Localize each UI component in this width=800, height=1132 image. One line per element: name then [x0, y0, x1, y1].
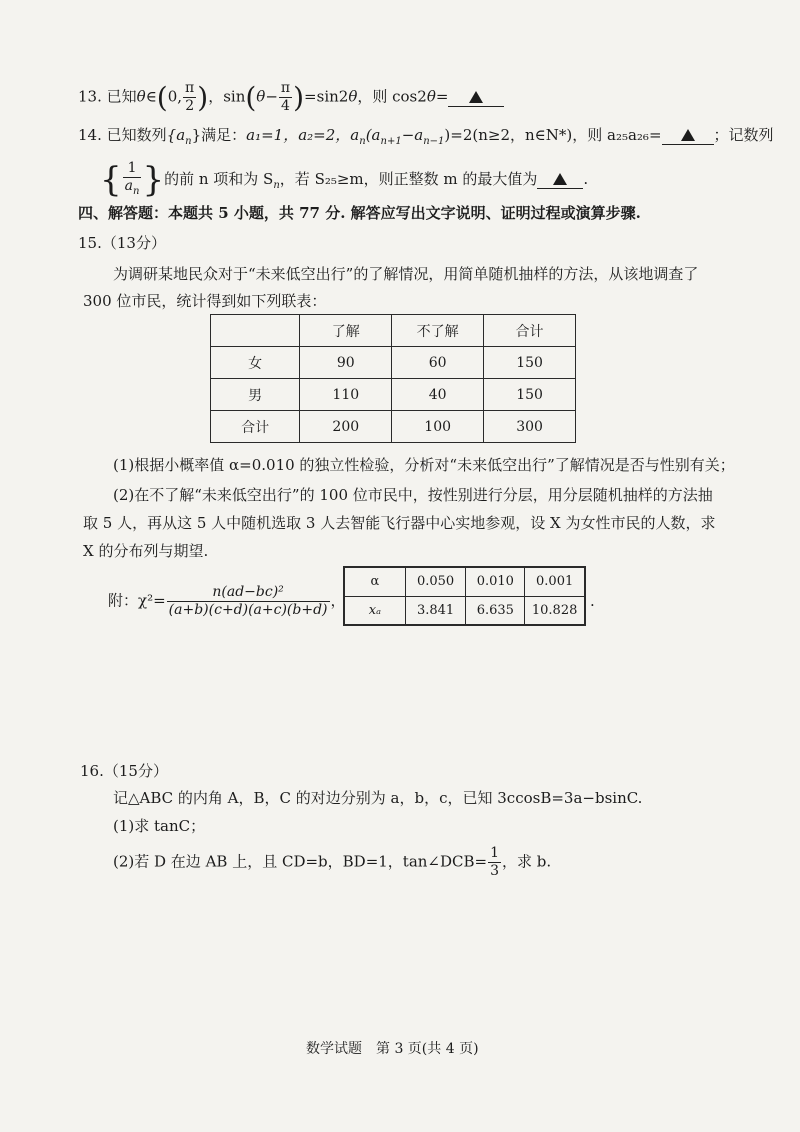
punctuation: ，: [330, 591, 346, 610]
table-cell: 3.841: [405, 596, 466, 625]
question-13: 13. 已知θ∈(0, $\frac{\pi}{2}$ )，sin(θ− $\frac{\pi}{4}$ )=sin2θ，则 cos2θ=: [78, 80, 504, 115]
table-row: [211, 347, 576, 379]
fraction-numerator: 1: [490, 845, 500, 861]
question-text: (2)若 D 在边 AB 上，且 CD=b，BD=1，tan∠DCB=: [113, 852, 488, 871]
math-text: (a: [365, 126, 381, 144]
triangle-icon: [469, 91, 483, 103]
question-number: 13.: [78, 87, 102, 106]
table-row: [344, 596, 585, 625]
fraction-numerator: 1: [123, 160, 142, 178]
math-symbol: θ: [136, 87, 146, 106]
table-cell: xₐ: [344, 596, 405, 625]
math-subscript: n−1: [423, 136, 445, 147]
math-subscript: n+1: [380, 136, 402, 147]
contingency-table: [210, 314, 576, 443]
math-text: a: [124, 178, 133, 195]
table-cell: 男: [211, 379, 300, 411]
fraction-numerator: n(ad−bc)²: [167, 584, 330, 602]
table-cell: 10.828: [525, 596, 585, 625]
math-text: =sin2: [304, 87, 349, 106]
question-16-sub-2: [113, 845, 551, 880]
math-text: a: [414, 126, 424, 144]
math-text: =: [435, 87, 449, 106]
question-text: 的前 n 项和为 S: [164, 170, 274, 188]
question-15-heading: 15.（13分）: [78, 234, 166, 252]
question-text: ，若 S₂₅≥m，则正整数 m 的最大值为: [279, 170, 538, 188]
paren-open: (: [156, 81, 168, 114]
paren-close: ): [293, 81, 305, 114]
question-text: ，求 b.: [502, 852, 552, 871]
question-text: ，则 cos2: [357, 87, 427, 106]
question-15-sub-1: (1)根据小概率值 α=0.010 的独立性检验，分析对“未来低空出行”了解情况是否与性别有关；: [113, 456, 735, 474]
fraction: [488, 845, 501, 880]
formula-label: 附：χ²=: [108, 591, 166, 610]
table-cell: 150: [484, 347, 576, 379]
math-text: {a: [166, 126, 186, 144]
math-symbol: ∈: [145, 87, 157, 106]
fraction-denominator: (a+b)(c+d)(a+c)(b+d): [168, 602, 328, 618]
table-row: [211, 379, 576, 411]
math-subscript: n: [273, 180, 280, 191]
math-text: sin: [223, 87, 246, 106]
punctuation: .: [583, 170, 589, 188]
table-cell: 40: [392, 379, 484, 411]
question-16-paragraph: 记△ABC 的内角 A，B，C 的对边分别为 a，b，c，已知 3ccosB=3a−bsinC.: [113, 789, 643, 807]
fraction-denominator: [123, 178, 142, 200]
math-subscript: n: [133, 185, 140, 197]
table-row: [344, 567, 585, 596]
table-cell: 6.635: [466, 596, 525, 625]
table-header-cell: 不了解: [392, 315, 484, 347]
brace-open: {: [100, 160, 122, 200]
paren-open: (: [245, 81, 257, 114]
table-cell: 150: [484, 379, 576, 411]
math-text: a₁=1，a₂=2，a: [246, 126, 360, 144]
question-14-line2: [100, 160, 588, 200]
brace-close: }: [142, 160, 165, 200]
question-15-paragraph-1: 为调研某地民众对于“未来低空出行”的了解情况，用简单随机抽样的方法，从该地调查了: [113, 265, 699, 283]
table-cell: 0.010: [466, 567, 525, 596]
table-header-cell: 了解: [300, 315, 392, 347]
fraction: [279, 80, 292, 115]
math-symbol: θ: [426, 87, 436, 106]
table-cell: α: [344, 567, 405, 596]
question-text: 已知数列: [106, 126, 167, 144]
question-16-heading: 16.（15分）: [80, 762, 168, 780]
table-cell: 60: [392, 347, 484, 379]
table-cell: 女: [211, 347, 300, 379]
page-footer: 数学试题 第 3 页(共 4 页): [306, 1041, 479, 1057]
table-cell: 0.001: [525, 567, 585, 596]
question-text: ；记数列: [713, 126, 774, 144]
chi-square-formula: [108, 584, 346, 619]
math-text: θ−: [256, 87, 278, 106]
table-header-cell: 合计: [484, 315, 576, 347]
question-15-sub-2a: (2)在不了解“未来低空出行”的 100 位市民中，按性别进行分层，用分层随机抽样的方法抽: [113, 486, 713, 504]
question-15-sub-2b: 取 5 人，再从这 5 人中随机选取 3 人去智能飞行器中心实地参观，设 X 为女性市民的人数，求: [83, 514, 716, 532]
table-header-row: [211, 315, 576, 347]
table-header-cell: [211, 315, 300, 347]
critical-value-table: [343, 566, 586, 626]
fraction: [167, 584, 330, 619]
table-cell: 110: [300, 379, 392, 411]
fraction: [123, 160, 142, 200]
fraction: [183, 80, 196, 115]
math-subscript: n: [185, 136, 192, 147]
table-cell: 合计: [211, 411, 300, 443]
answer-blank: [662, 126, 714, 145]
question-15-paragraph-2: 300 位市民，统计得到如下列联表：: [83, 292, 327, 310]
fraction-denominator: 4: [281, 98, 290, 114]
table-cell: 100: [392, 411, 484, 443]
fraction-denominator: 2: [185, 98, 195, 114]
table-trailing-dot: .: [590, 592, 595, 610]
fraction-denominator: 3: [490, 863, 500, 879]
table-cell: 300: [484, 411, 576, 443]
fraction-numerator: π: [280, 80, 291, 96]
question-15-sub-2c: X 的分布列与期望.: [83, 542, 209, 560]
table-row: [211, 411, 576, 443]
answer-blank: [448, 88, 504, 107]
table-cell: 0.050: [405, 567, 466, 596]
table-cell: 90: [300, 347, 392, 379]
triangle-icon: [681, 129, 695, 141]
fraction-numerator: π: [185, 80, 195, 96]
question-text: 已知: [106, 87, 137, 106]
section-heading: 四、解答题：本题共 5 小题，共 77 分. 解答应写出文字说明、证明过程或演算步骤.: [78, 204, 641, 222]
math-symbol: θ: [348, 87, 358, 106]
table-cell: 200: [300, 411, 392, 443]
question-16-sub-1: (1)求 tanC；: [113, 817, 206, 835]
question-number: 14.: [78, 126, 102, 144]
math-text: =2(n≥2，n∈N*)，则 a₂₅a₂₆=: [450, 126, 662, 144]
triangle-icon: [553, 173, 567, 185]
paren-close: ): [197, 81, 209, 114]
math-subscript: n: [359, 136, 366, 147]
question-text: }满足：: [191, 126, 247, 144]
question-14: 14. 已知数列$\{a_n\}$满足：a₁=1，a₂=2，$a_n(a_{n+1}-a_{n-1})=2(n\ge 2$，n∈N*)，则 a₂₅a₂₆= ；记数列: [78, 126, 774, 147]
answer-blank: [537, 170, 583, 189]
